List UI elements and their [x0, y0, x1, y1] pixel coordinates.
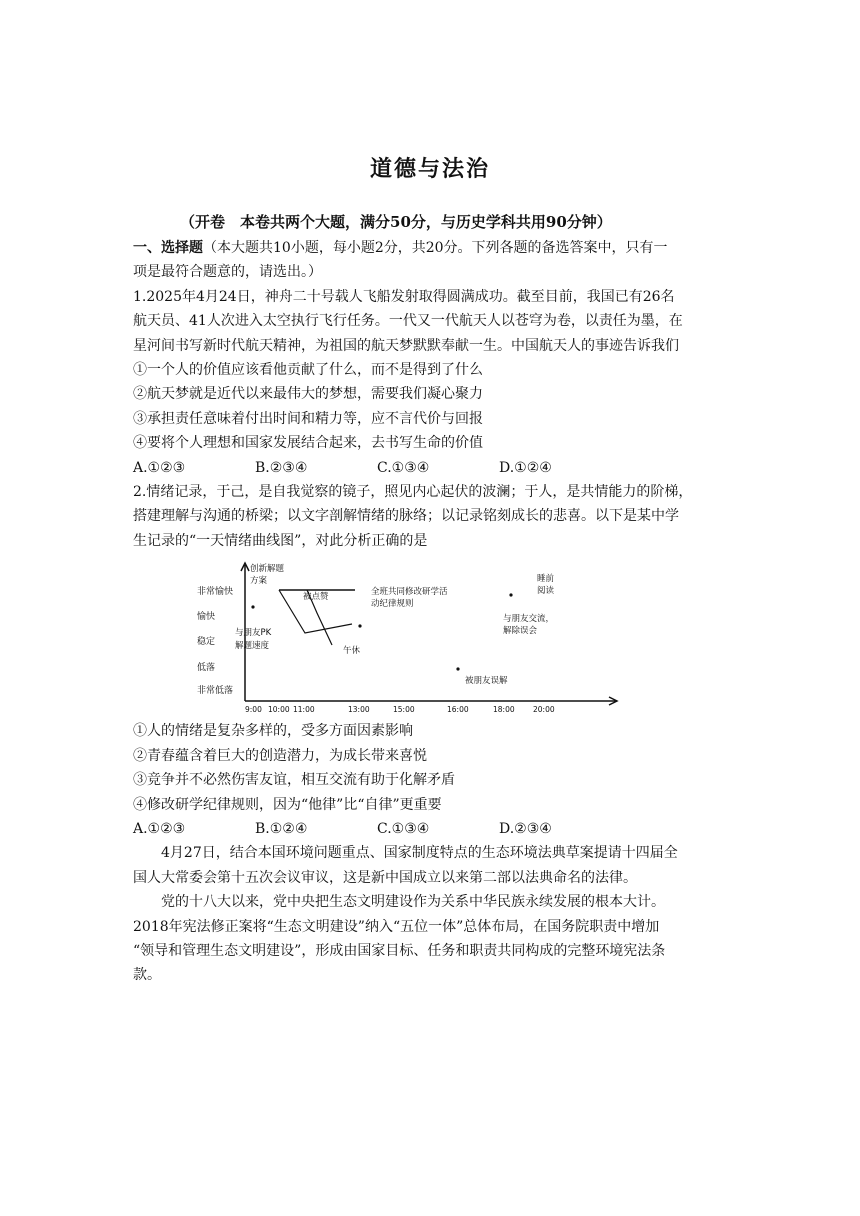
q1-statement: ③承担责任意味着付出时间和精力等，应不言代价与回报: [133, 410, 483, 427]
y-level-label: 愉快: [197, 612, 216, 623]
annotation-label: 创新解题: [250, 564, 285, 575]
annotation-label: 被点赞: [303, 592, 329, 603]
section-heading: [133, 236, 733, 260]
annotation-label: 全班共同修改研学活: [371, 587, 448, 598]
paragraph-line: 2018年宪法修正案将“生态文明建设”纳入“五位一体”总体布局，在国务院职责中增加: [133, 918, 660, 935]
section-instructions-cont: 项是最符合题意的，请选出。）: [133, 264, 322, 281]
q1-stem-line: 航天员、41人次进入太空执行飞行任务。一代又一代航天人以苍穹为卷，以责任为墨，在: [133, 313, 683, 330]
x-tick-label: 13:00: [348, 705, 370, 715]
q1-stem-line: 1.2025年4月24日，神舟二十号载人飞船发射取得圆满成功。截至目前，我国已有26名: [133, 288, 675, 305]
option-c[interactable]: C.①③④: [377, 820, 430, 837]
option-c[interactable]: C.①③④: [377, 459, 430, 476]
x-tick-label: 20:00: [533, 705, 555, 715]
annotation-label: 与朋友交流，: [503, 614, 555, 625]
data-point: [358, 625, 361, 628]
y-level-label: 低落: [197, 663, 216, 674]
question-1: [133, 285, 733, 480]
option-d[interactable]: D.①②④: [499, 459, 552, 476]
data-point: [456, 668, 459, 671]
q2-statement: ③竞争并不必然伤害友谊，相互交流有助于化解矛盾: [133, 772, 455, 789]
x-tick-label: 18:00: [493, 705, 515, 715]
annotation-label: 解题速度: [235, 641, 270, 652]
q2-stem-line: 生记录的“一天情绪曲线图”，对此分析正确的是: [133, 532, 428, 549]
option-a[interactable]: A.①②③: [133, 459, 186, 476]
data-point: [251, 606, 254, 609]
q2-options: [133, 817, 733, 841]
q1-statement: ②航天梦就是近代以来最伟大的梦想，需要我们凝心聚力: [133, 386, 483, 403]
y-level-label: 非常愉快: [197, 587, 234, 598]
annotation-label: 动纪律规则: [371, 599, 414, 610]
option-b[interactable]: B.①②④: [255, 820, 308, 837]
section-title: 一、选择题: [133, 240, 203, 256]
material-paragraph-2: [133, 890, 733, 988]
data-point: [509, 594, 512, 597]
option-a[interactable]: A.①②③: [133, 820, 186, 837]
emotion-chart-svg: [195, 559, 635, 715]
material-paragraph-1: [133, 841, 733, 890]
q1-statement: ④要将个人理想和国家发展结合起来，去书写生命的价值: [133, 435, 483, 452]
paragraph-line: 党的十八大以来，党中央把生态文明建设作为关系中华民族永续发展的根本大计。: [161, 894, 665, 911]
annotation-label: 午休: [343, 646, 361, 657]
annotation-label: 睡前: [537, 574, 555, 585]
exam-content: [133, 236, 733, 988]
paragraph-line: 款。: [133, 967, 161, 984]
x-tick-label: 16:00: [447, 705, 469, 715]
annotation-label: 被朋友误解: [465, 676, 508, 687]
x-tick-label: 11:00: [293, 705, 315, 715]
x-tick-label: 15:00: [393, 705, 415, 715]
q2-stem-line: 搭建理解与沟通的桥梁；以文字剖解情绪的脉络；以记录铭刻成长的悲喜。以下是某中学: [133, 508, 679, 525]
page-title: 道德与法治: [369, 156, 490, 182]
section-instructions: （本大题共10小题，每小题2分，共20分。下列各题的备选答案中，只有一: [203, 240, 668, 256]
annotation-label: 阅读: [537, 586, 555, 597]
option-d[interactable]: D.②③④: [499, 820, 552, 837]
q1-statement: ①一个人的价值应该看他贡献了什么，而不是得到了什么: [133, 362, 483, 379]
annotation-label: 解除误会: [503, 626, 538, 637]
q2-statement: ①人的情绪是复杂多样的，受多方面因素影响: [133, 723, 413, 740]
y-level-label: 非常低落: [197, 686, 234, 697]
q1-stem-line: 星河间书写新时代航天精神，为祖国的航天梦默默奉献一生。中国航天人的事迹告诉我们: [133, 337, 679, 354]
q2-statement: ②青春蕴含着巨大的创造潜力，为成长带来喜悦: [133, 747, 427, 764]
paragraph-line: 4月27日，结合本国环境问题重点、国家制度特点的生态环境法典草案提请十四届全: [161, 845, 678, 862]
q1-options: [133, 456, 733, 480]
q2-stem-line: 2.情绪记录，于己，是自我觉察的镜子，照见内心起伏的波澜；于人，是共情能力的阶梯，: [133, 484, 693, 501]
q2-statement: ④修改研学纪律规则，因为“他律”比“自律”更重要: [133, 796, 442, 813]
question-2: [133, 480, 733, 841]
x-tick-label: 9:00: [245, 705, 262, 715]
paragraph-line: “领导和管理生态文明建设”，形成由国家目标、任务和职责共同构成的完整环境宪法条: [133, 942, 666, 959]
y-level-label: 稳定: [197, 637, 216, 648]
paragraph-line: 国人大常委会第十五次会议审议，这是新中国成立以来第二部以法典命名的法律。: [133, 869, 637, 886]
emotion-chart: [133, 559, 733, 715]
x-tick-label: 10:00: [268, 705, 290, 715]
annotation-label: 与朋友PK: [235, 628, 272, 639]
exam-subtitle: （开卷 本卷共两个大题，满分50分，与历史学科共用90分钟）: [180, 213, 612, 231]
option-b[interactable]: B.②③④: [255, 459, 308, 476]
annotation-label: 方案: [250, 576, 268, 587]
